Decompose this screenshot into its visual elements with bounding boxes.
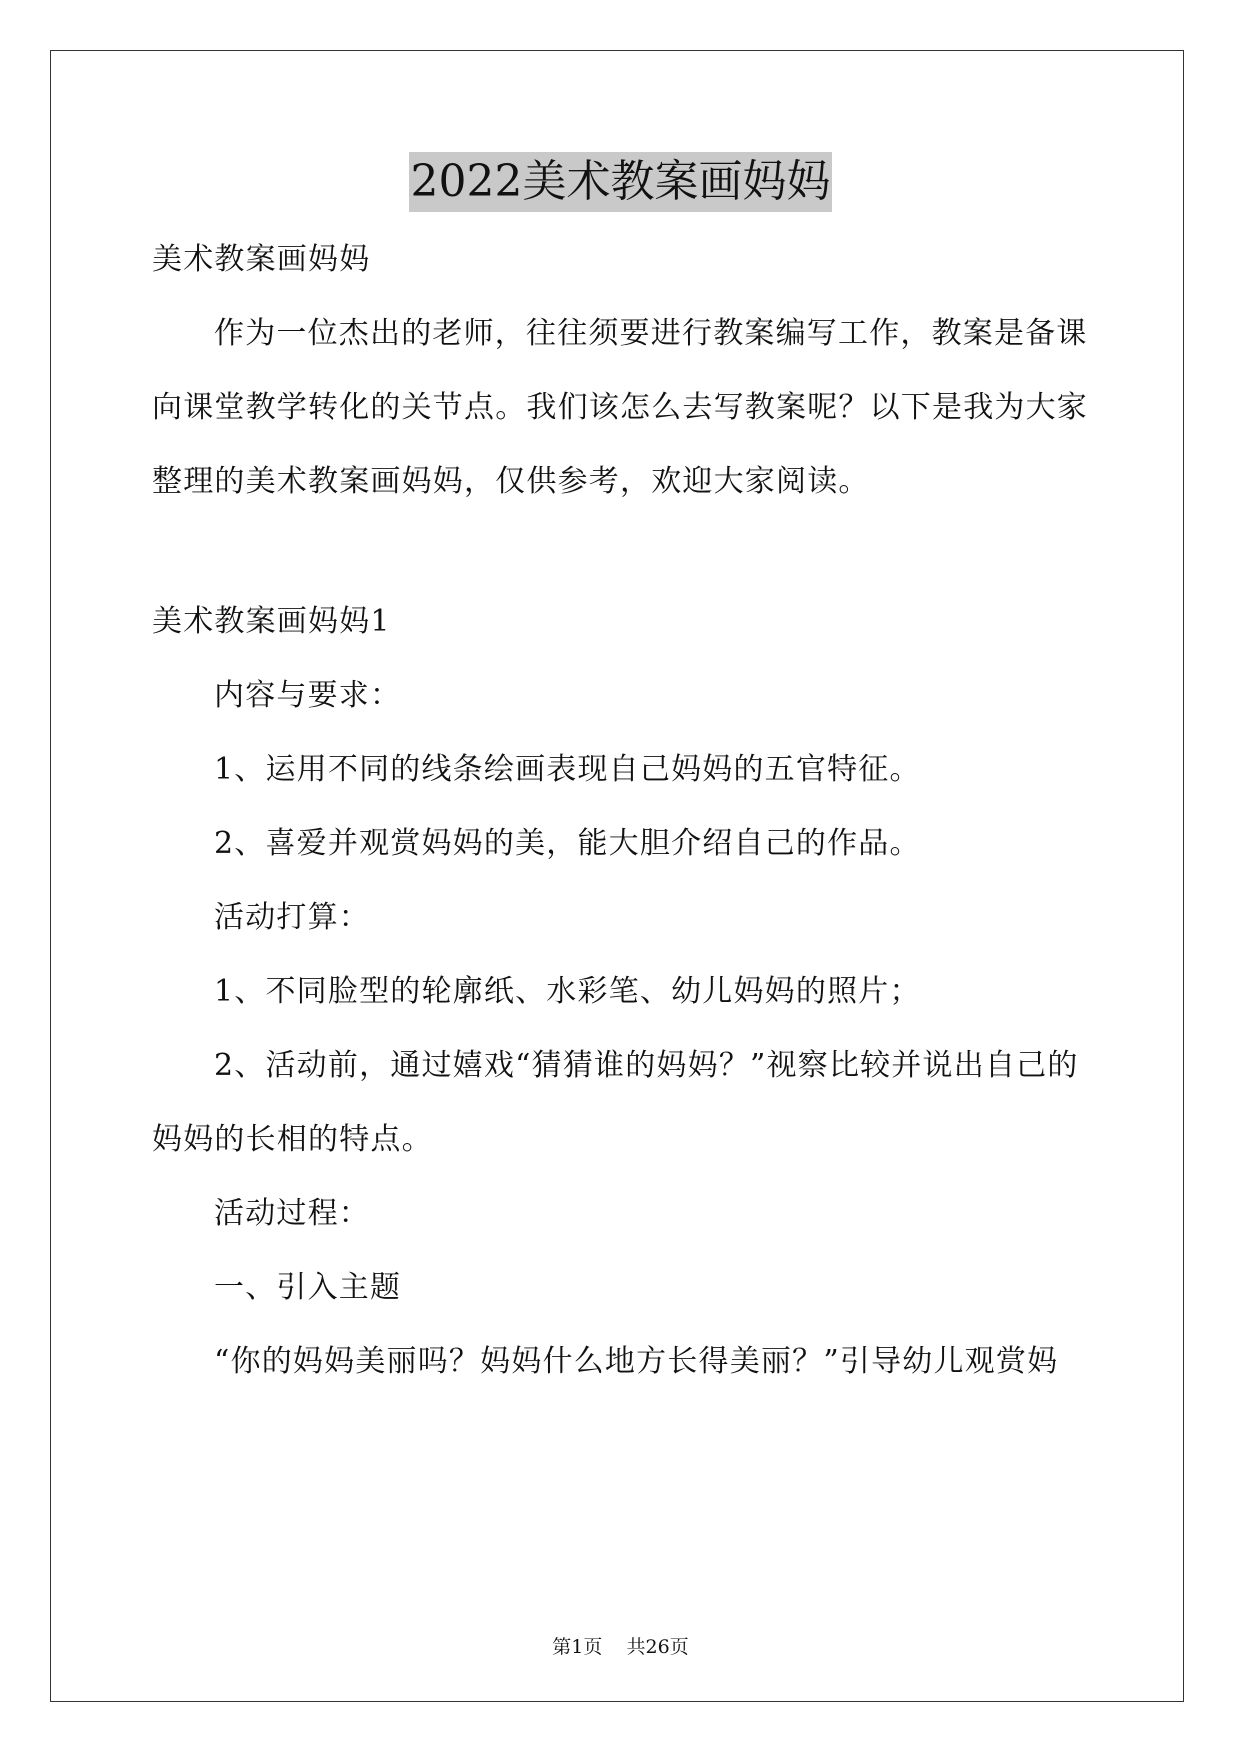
paragraph-line: 活动打算： [214, 900, 370, 935]
document-title: 2022美术教案画妈妈 [409, 152, 833, 212]
paragraph-line: 活动过程： [214, 1196, 370, 1231]
paragraph-line: “你的妈妈美丽吗？妈妈什么地方长得美丽？”引导幼儿观赏妈 [214, 1344, 1059, 1379]
paragraph-line: 一、引入主题 [214, 1270, 402, 1305]
paragraph-line: 1、不同脸型的轮廓纸、水彩笔、幼儿妈妈的照片； [214, 974, 921, 1009]
paragraph-line: 向课堂教学转化的关节点。我们该怎么去写教案呢？以下是我为大家 [152, 390, 1088, 425]
section-heading: 美术教案画妈妈1 [152, 604, 391, 639]
doc-subtitle: 美术教案画妈妈 [152, 242, 371, 277]
paragraph-line: 整理的美术教案画妈妈，仅供参考，欢迎大家阅读。 [152, 464, 870, 499]
paragraph-line: 作为一位杰出的老师，往往须要进行教案编写工作，教案是备课 [214, 316, 1088, 351]
paragraph-line: 内容与要求： [214, 678, 402, 713]
title-container [0, 152, 1241, 212]
page-border [50, 50, 1184, 1702]
page-total: 共26页 [626, 1636, 689, 1658]
paragraph-line: 2、喜爱并观赏妈妈的美，能大胆介绍自己的作品。 [214, 826, 921, 861]
page-number: 第1页 [552, 1636, 603, 1658]
page-footer [0, 1634, 1241, 1660]
paragraph-line: 2、活动前，通过嬉戏“猜猜谁的妈妈？”视察比较并说出自己的 [214, 1048, 1079, 1083]
paragraph-line: 1、运用不同的线条绘画表现自己妈妈的五官特征。 [214, 752, 921, 787]
paragraph-line: 妈妈的长相的特点。 [152, 1122, 433, 1157]
